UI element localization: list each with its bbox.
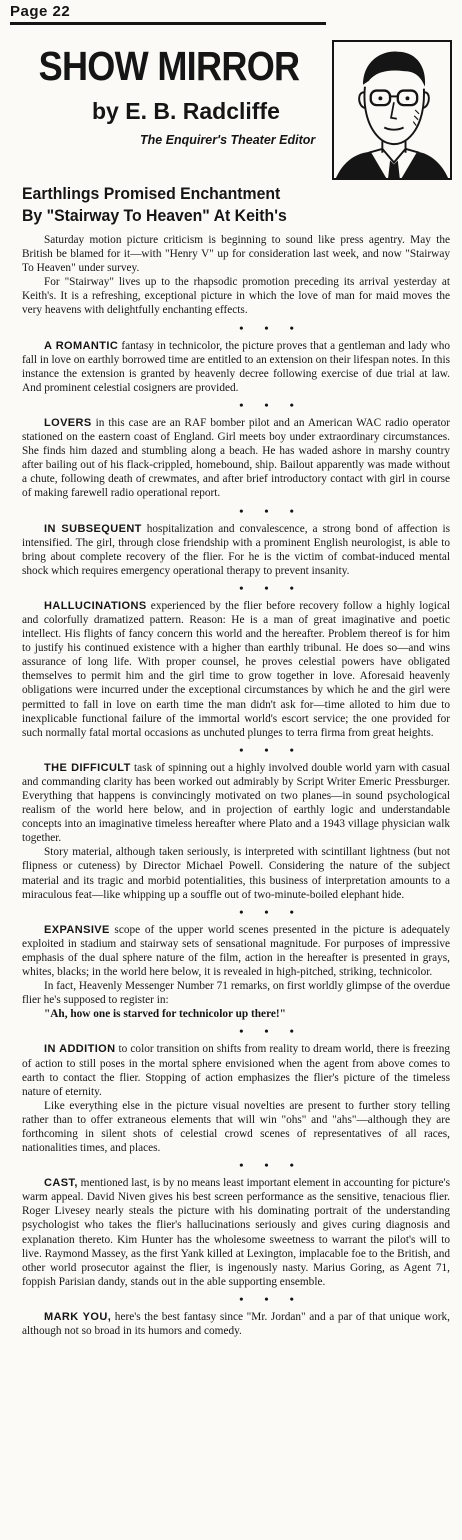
paragraph-in-addition: IN ADDITION to color transition on shifts from reality to dream world, there is freezing of action to still poses in the mortal sphere envisioned when the agent from above comes to earth to contact the flier. Stopping of action emphasizes the flier's picture of the timeless nature of eternity. <box>22 1043 450 1098</box>
separator-dots: • • • <box>239 320 303 335</box>
paragraph-expansive: EXPANSIVE scope of the upper world scenes presented in the picture is adequately exploited in stadium and stairway sets of sensational magnitude. For purposes of impressive emphasis of the dual sphere nature of the film, action in the hereafter is presented in grays, whites, blacks; in the world here below, it is revealed in high-pitched, striking, technicolor. <box>22 923 450 979</box>
lead-word: EXPANSIVE <box>44 923 110 936</box>
paragraph-messenger: In fact, Heavenly Messenger Number 71 remarks, on first worldly glimpse of the overdue flier he's supposed to register in: <box>22 980 450 1007</box>
paragraph-difficult: THE DIFFICULT task of spinning out a highly involved double world yarn with casual and commanding clarity has been worked out admirably by Script Writer Emeric Pressburger. Everything that happens is convincingly motivated on two planes—in sound psychological realism of the world here below, and in projection of earthly logic and understandable concepts into an imaginative timeless hereafter where Plato and a 1943 village physician walk together. <box>22 761 450 845</box>
article-headline <box>22 183 452 227</box>
paragraph-visual-novelties: Like everything else in the picture visual novelties are present to further story telling rather than to offer extraneous elements that will win "ohs" and "ahs"—although they are forthcoming in silent shots of celestial crowd scenes of representatives of all races, nationalities times, and places. <box>22 1099 450 1155</box>
paragraph-hallucinations: HALLUCINATIONS experienced by the flier before recovery follow a highly logical and colorfully dramatized pattern. Reason: He is a man of great imaginative and poetic intellect. His flights of fancy concern this world and the hereafter. Problem thereof is for him to justify his continued existence with a higher than earthly tribunal. He does so—and wins assurance of long life. With proper counsel, he proves celestial powers have obligated themselves to permit him and the girl time to grow together in love. Aforesaid heavenly obligations were incurred under the exceptional circumstances by which he and the girl were permitted to fall in love on earth time the man didn't ask for—time alloted to him due to inexplicable functional failure of the immortal world's escort service; the one provided for such normally fatal mortal occasions as unchuted plunges to terra firma from great heights. <box>22 599 450 739</box>
separator-dots: • • • <box>239 580 303 595</box>
separator-dots: • • • <box>239 1024 303 1039</box>
masthead-title: SHOW MIRROR <box>38 43 300 89</box>
lead-word: THE DIFFICULT <box>44 761 131 774</box>
paragraph-cast: CAST, mentioned last, is by no means least important element in accounting for picture's warm appeal. David Niven gives his best screen performance as the sensitive, tenacious flier. Roger Livesey nearly steals the picture with his dominating portrait of the understanding psychologist who takes the flier's hallucinations seriously and gives curing diagnosis and explanation thereto. Kim Hunter has the wholesome sweetness to warrant the pilot's will to live. Raymond Massey, as the first Yank killed at Lexington, implacable foe to the British, and other world prosecutor against the flier, is ingenously nasty. Marius Goring, as Agent 71, foppish Parisian dandy, stands out in the able supporting ensemble. <box>22 1177 450 1288</box>
author-portrait-illustration <box>334 42 450 178</box>
paragraph-quote: "Ah, how one is starved for technicolor up there!" <box>44 1008 286 1021</box>
lead-word: A ROMANTIC <box>44 339 119 352</box>
headline-line-1: Earthlings Promised Enchantment <box>22 184 281 203</box>
lead-word: IN SUBSEQUENT <box>44 522 142 535</box>
separator-dots: • • • <box>239 1291 303 1306</box>
paragraph-subsequent: IN SUBSEQUENT hospitalization and convalescence, a strong bond of affection is intensified. The girl, through close friendship with a prominent English neurologist, is able to bring about complete recovery of the flier. For he is the victim of combat-induced mental shock which requires emergency operational therapy to prevent insanity. <box>22 522 451 577</box>
lead-word: LOVERS <box>44 416 92 429</box>
paragraph-romantic: A ROMANTIC fantasy in technicolor, the picture proves that a gentleman and lady who fall in love on earthly borrowed time are entitled to an extension on their lifespan notes. In this instance the extension is granted by heavenly decree following exercise of due trial at law. And prominent celestial cosigners are provided. <box>22 339 450 394</box>
separator-dots: • • • <box>239 503 303 518</box>
lead-word: MARK YOU, <box>44 1310 112 1323</box>
paragraph-mark-you: MARK YOU, here's the best fantasy since "Mr. Jordan" and a par of that unique work, although not so broad in its humors and comedy. <box>22 1310 450 1337</box>
separator-dots: • • • <box>239 1158 303 1173</box>
separator-dots: • • • <box>239 397 303 412</box>
paragraph-lovers: LOVERS in this case are an RAF bomber pilot and an American WAC radio operator stationed on the eastern coast of England. Girl meets boy under extraordinary circumstances. She finds him dazed and stumbling along a beach. He has waded ashore in marshy country after bailing out of his flack-crippled, homebound, ship. Bailout apparently was made without a chute, following death of crewmates, and after brief introductory contact with girl in course of making farewell radio operational report. <box>22 416 450 500</box>
headline-line-2: By "Stairway To Heaven" At Keith's <box>22 206 287 225</box>
separator-dots: • • • <box>239 904 303 919</box>
lead-word: IN ADDITION <box>44 1043 116 1056</box>
masthead-rule <box>10 22 326 25</box>
paragraph-1: Saturday motion picture criticism is beginning to sound like press agentry. May the British be blamed for it—with "Henry V" up for consideration last week, and now "Stairway To Heaven" under survey. <box>22 234 450 275</box>
page-number: Page 22 <box>10 3 71 20</box>
paragraph-story-material: Story material, although taken seriously, is interpreted with scintillant lightness (but not flipness or cuteness) by Director Michael Powell. Considering the nature of the subject material and its tragic and morbid potentialities, this business of interpretation amounts to a miraculous feat—like whipping up a souffle out of two-minute-boiled elephant hide. <box>22 846 450 901</box>
separator-dots: • • • <box>239 742 303 757</box>
article-body <box>22 233 450 1338</box>
author-portrait <box>332 40 452 180</box>
byline: by E. B. Radcliffe <box>92 98 280 124</box>
editor-credit: The Enquirer's Theater Editor <box>140 133 316 147</box>
lead-word: HALLUCINATIONS <box>44 599 147 612</box>
lead-word: CAST, <box>44 1177 78 1190</box>
paragraph-2: For "Stairway" lives up to the rhapsodic promotion preceding its arrival yesterday at Keith's. It is a refreshing, exceptional picture in which the love of man for maid moves the very heavens with delightfully enchanting effects. <box>22 276 450 317</box>
